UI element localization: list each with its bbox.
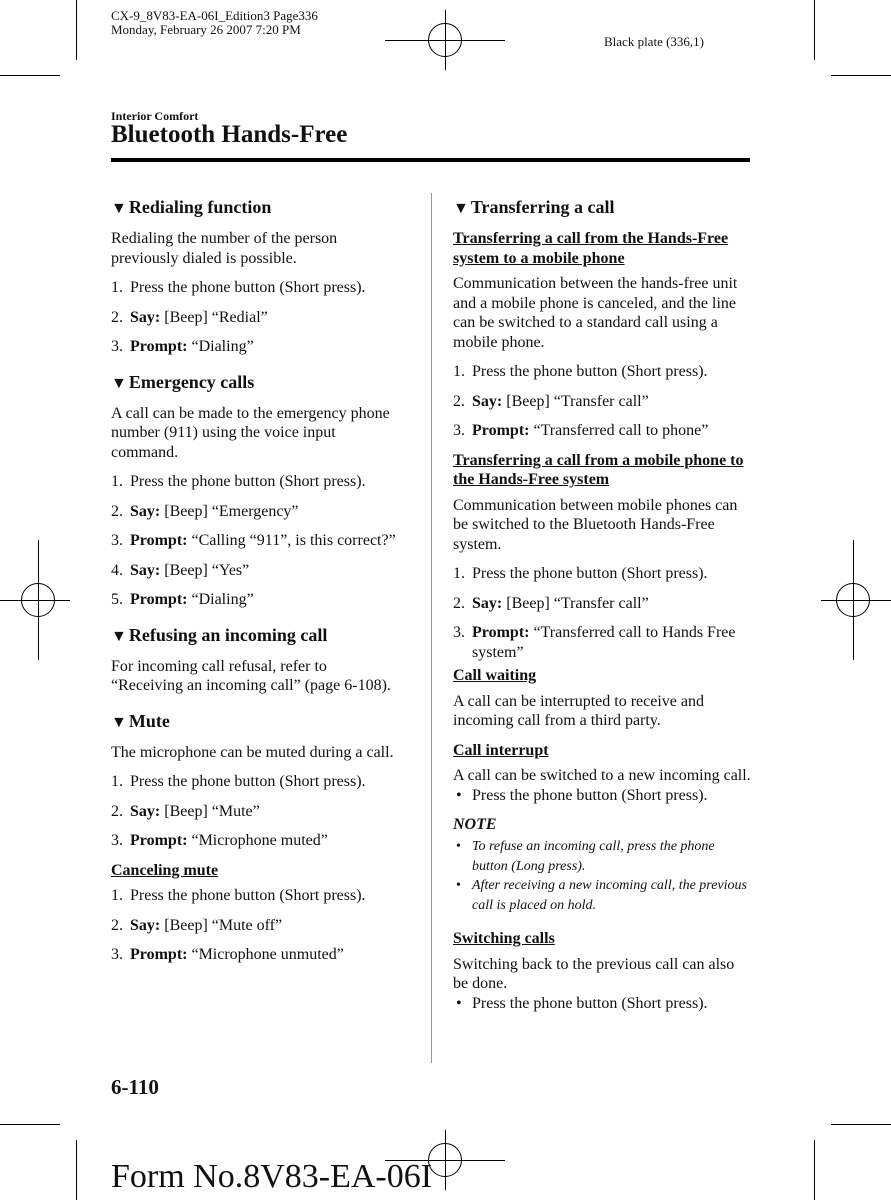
section-heading: ▼ Mute	[111, 710, 170, 731]
page-number: 6-110	[111, 1075, 159, 1099]
page-title: Bluetooth Hands-Free	[111, 121, 348, 148]
step-list	[111, 772, 401, 851]
step-list	[111, 472, 401, 610]
step-item: 2. Say: [Beep] “Emergency”	[111, 502, 299, 520]
subsection-heading: Switching calls	[453, 930, 555, 947]
bullet-item: • Press the phone button (Short press).	[453, 786, 753, 806]
subsection-intro: Communication between the hands-free unit and a mobile phone is canceled, and the line can be switched to a standard call using a mobile phone.	[453, 275, 738, 351]
step-item: 2. Say: [Beep] “Transfer call”	[453, 594, 649, 612]
right-column	[453, 196, 753, 1023]
subsection-heading: Transferring a call from the Hands-Free system to a mobile phone	[453, 230, 729, 267]
subsection-intro: Switching back to the previous call can also be done.	[453, 955, 735, 992]
step-list	[453, 362, 753, 441]
section-intro: For incoming call refusal, refer to “Receiving an incoming call” (page 6-108).	[111, 657, 391, 694]
bullet-list	[453, 786, 753, 806]
bullet-icon: •	[456, 786, 462, 804]
note-list	[453, 837, 753, 915]
mute-section	[111, 710, 401, 965]
triangle-marker-icon: ▼	[111, 374, 127, 392]
step-item: 5. Prompt: “Dialing”	[111, 591, 254, 608]
bullet-item: • Press the phone button (Short press).	[453, 994, 753, 1014]
triangle-marker-icon: ▼	[111, 200, 127, 217]
redialing-section	[111, 196, 401, 357]
step-item: 2. Say: [Beep] “Redial”	[111, 308, 268, 326]
step-list	[111, 886, 401, 965]
section-intro: A call can be made to the emergency phone number (911) using the voice input command.	[111, 404, 390, 461]
note-item: • After receiving a new incoming call, the previous call is placed on hold.	[453, 876, 753, 915]
left-column	[111, 196, 401, 979]
step-item: 3. Prompt: “Transferred call to phone”	[453, 422, 709, 439]
subsection-heading: Canceling mute	[111, 861, 219, 879]
section-heading: ▼ Emergency calls	[111, 371, 255, 392]
triangle-marker-icon: ▼	[111, 713, 127, 731]
form-number: Form No.8V83-EA-06I	[111, 1158, 433, 1195]
subsection-heading: Call interrupt	[453, 741, 549, 759]
step-list	[453, 564, 753, 662]
section-intro: The microphone can be muted during a call.	[111, 743, 394, 761]
bullet-icon: •	[456, 839, 461, 854]
step-item: 1. Press the phone button (Short press).	[453, 565, 708, 582]
emergency-section	[111, 371, 401, 610]
subsection-intro: Communication between mobile phones can be switched to the Bluetooth Hands-Free system.	[453, 496, 738, 553]
print-file-line: CX-9_8V83-EA-06I_Edition3 Page336	[111, 8, 318, 23]
step-item: 2. Say: [Beep] “Mute”	[111, 802, 260, 820]
print-date-line: Monday, February 26 2007 7:20 PM	[111, 22, 301, 37]
step-item: 2. Say: [Beep] “Mute off”	[111, 916, 283, 934]
title-rule	[111, 158, 750, 162]
step-item: 3. Prompt: “Calling “911”, is this correct?”	[111, 532, 396, 549]
triangle-marker-icon: ▼	[111, 627, 127, 645]
step-item: 1. Press the phone button (Short press).	[111, 887, 366, 904]
section-intro: Redialing the number of the person previously dialed is possible.	[111, 230, 338, 267]
step-item: 3. Prompt: “Dialing”	[111, 338, 254, 355]
step-item: 1. Press the phone button (Short press).	[111, 473, 366, 490]
section-heading: ▼ Transferring a call	[453, 197, 615, 217]
plate-label: Black plate (336,1)	[604, 34, 704, 49]
step-item: 2. Say: [Beep] “Transfer call”	[453, 392, 649, 410]
step-item: 1. Press the phone button (Short press).	[453, 363, 708, 380]
triangle-marker-icon: ▼	[453, 200, 469, 217]
bullet-icon: •	[456, 878, 461, 893]
call-interrupt-section	[453, 741, 753, 916]
section-label: Interior Comfort	[111, 109, 199, 123]
subsection-intro: A call can be switched to a new incoming call.	[453, 767, 751, 784]
section-heading: ▼ Redialing function	[111, 197, 272, 217]
step-item: 3. Prompt: “Microphone unmuted”	[111, 946, 344, 963]
note-title: NOTE	[453, 816, 497, 833]
call-waiting-section	[453, 666, 753, 731]
column-divider	[431, 193, 432, 1063]
subsection-heading: Transferring a call from a mobile phone to the Hands-Free system	[453, 451, 744, 488]
bullet-icon: •	[456, 994, 462, 1012]
subsection-heading: Call waiting	[453, 667, 537, 684]
step-item: 4. Say: [Beep] “Yes”	[111, 561, 250, 579]
refusing-section	[111, 624, 401, 696]
section-heading: ▼ Refusing an incoming call	[111, 624, 328, 645]
step-list	[111, 278, 401, 357]
bullet-list	[453, 994, 753, 1014]
transfer-section	[453, 196, 753, 662]
note-item: • To refuse an incoming call, press the phone button (Long press).	[453, 837, 753, 876]
step-item: 3. Prompt: “Microphone muted”	[111, 832, 328, 849]
step-item: 3. Prompt: “Transferred call to Hands Free system”	[453, 624, 736, 661]
step-item: 1. Press the phone button (Short press).	[111, 773, 366, 790]
subsection-intro: A call can be interrupted to receive and incoming call from a third party.	[453, 692, 704, 729]
switching-calls-section	[453, 929, 753, 1013]
step-item: 1. Press the phone button (Short press).	[111, 279, 366, 296]
